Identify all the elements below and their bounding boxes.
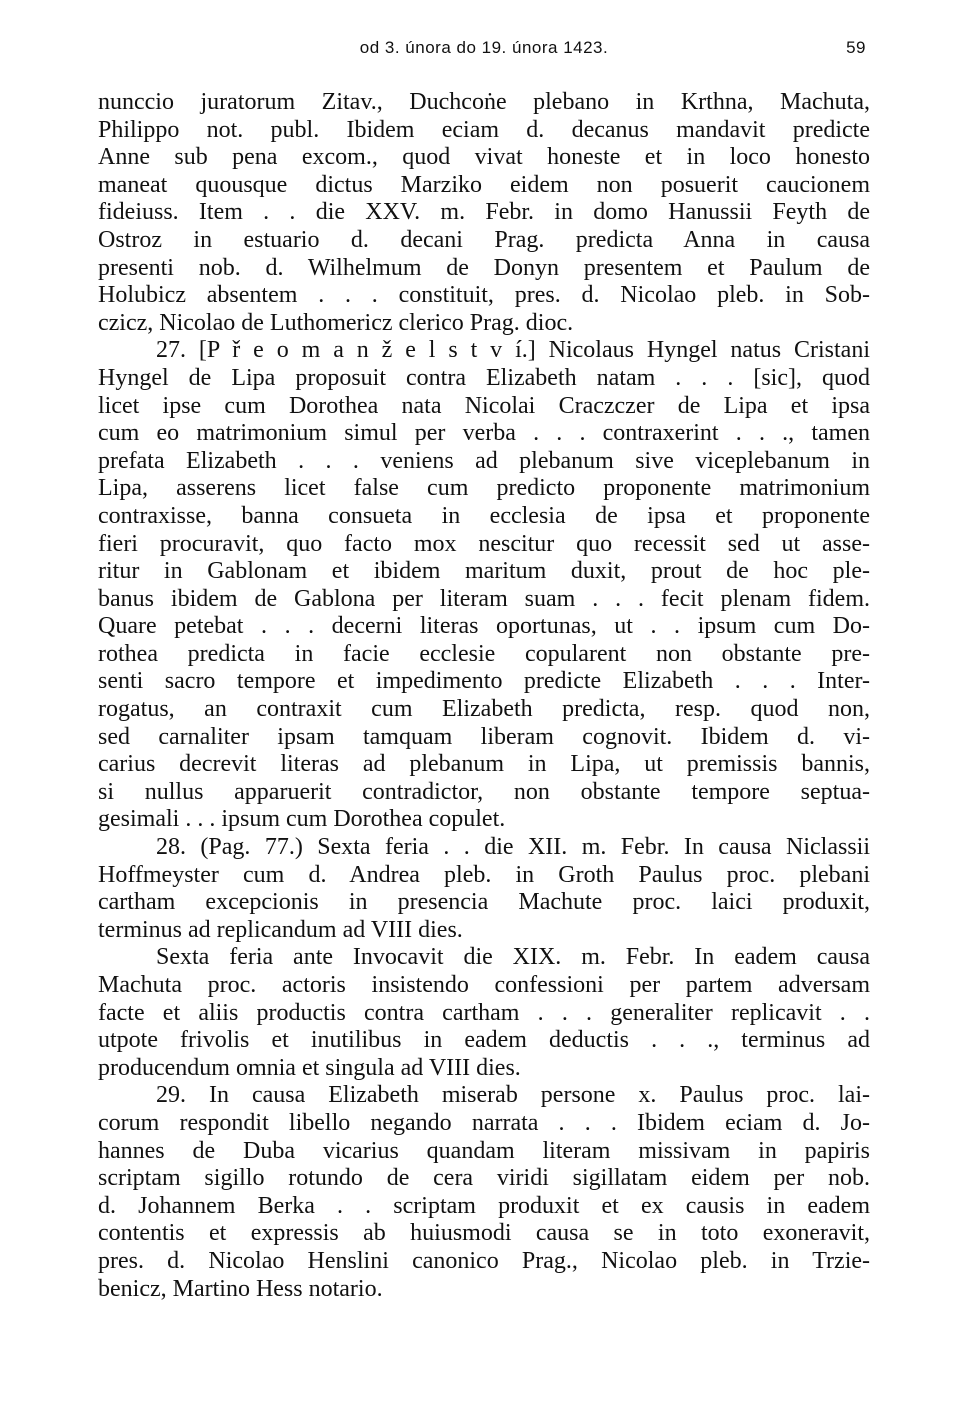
- text-line: rothea predicta in facie ecclesie copularent non obstante pre-: [98, 640, 870, 667]
- text-line: Hoffmeyster cum d. Andrea pleb. in Groth Paulus proc. plebani: [98, 861, 870, 888]
- paragraph-27-start: 27. [P ř e o m a n ž e l s t v í.] Nicolaus Hyngel natus Cristani: [156, 337, 870, 364]
- text-line: contentis et expressis ab huiusmodi causa se in toto exoneravit,: [98, 1220, 870, 1247]
- text-line: maneat quousque dictus Marziko eidem non posuerit caucionem: [98, 171, 870, 198]
- text-line: Quare petebat . . . decerni literas oportunas, ut . . ipsum cum Do-: [98, 613, 870, 640]
- text-line: banus ibidem de Gablona per literam suam . . . fecit plenam fidem.: [98, 585, 870, 612]
- text-line: carius decrevit literas ad plebanum in Lipa, ut premissis bannis,: [98, 751, 870, 778]
- text-line: Holubicz absentem . . . constituit, pres. d. Nicolao pleb. in Sob-: [98, 282, 870, 309]
- text-line: cartham excepcionis in presencia Machute proc. laici produxit,: [98, 889, 870, 916]
- text-line: scriptam sigillo rotundo de cera viridi sigillatam eidem per nob.: [98, 1165, 870, 1192]
- document-page: [98, 0, 870, 1424]
- text-line: licet ipse cum Dorothea nata Nicolai Craczczer de Lipa et ipsa: [98, 392, 870, 419]
- body-text: [98, 89, 870, 1303]
- text-line: Philippo not. publ. Ibidem eciam d. decanus mandavit predicte: [98, 116, 870, 143]
- text-line: utpote frivolis et inutilibus in eadem deductis . . ., terminus ad: [98, 1027, 870, 1054]
- text-line: presenti nob. d. Wilhelmum de Donyn presentem et Paulum de: [98, 254, 870, 281]
- text-line: gesimali . . . ipsum cum Dorothea copulet.: [98, 806, 506, 833]
- text-line: hannes de Duba vicarius quandam literam missivam in papiris: [98, 1137, 870, 1164]
- text-line: Machuta proc. actoris insistendo confessioni per partem adversam: [98, 972, 870, 998]
- running-head: [98, 38, 870, 62]
- text-line: Lipa, asserens licet false cum predicto proponente matrimonium: [98, 475, 870, 502]
- text-line: nunccio juratorum Zitav., Duchcoṅe plebano in Krthna, Machuta,: [98, 89, 870, 115]
- text-line: senti sacro tempore et impedimento predicte Elizabeth . . . Inter-: [98, 668, 870, 695]
- text-line: producendum omnia et singula ad VIII dies.: [98, 1054, 521, 1081]
- paragraph-29-start: 29. In causa Elizabeth miserab persone x. Paulus proc. lai-: [156, 1082, 870, 1109]
- text-line: czicz, Nicolao de Luthomericz clerico Prag. dioc.: [98, 309, 574, 336]
- text-line: sed carnaliter ipsam tamquam liberam cognovit. Ibidem d. vi-: [98, 723, 870, 750]
- text-line: Anne sub pena excom., quod vivat honeste et in loco honesto: [98, 144, 870, 171]
- running-title: od 3. února do 19. února 1423.: [359, 38, 609, 57]
- text-line: Hyngel de Lipa proposuit contra Elizabeth natam . . . [sic], quod: [98, 364, 870, 391]
- text-line: prefata Elizabeth . . . veniens ad plebanum sive viceplebanum in: [98, 447, 870, 474]
- text-line: fideiuss. Item . . die XXV. m. Febr. in domo Hanussii Feyth de: [98, 199, 870, 226]
- paragraph-sexta-feria-start: Sexta feria ante Invocavit die XIX. m. Febr. In eadem causa: [156, 944, 870, 971]
- text-line: corum respondit libello negando narrata . . . Ibidem eciam d. Jo-: [98, 1109, 870, 1136]
- text-line: si nullus apparuerit contradictor, non obstante tempore septua-: [98, 778, 870, 805]
- text-line: contraxisse, banna consueta in ecclesia de ipsa et proponente: [98, 502, 870, 529]
- text-line: d. Johannem Berka . . scriptam produxit et ex causis in eadem: [98, 1192, 870, 1219]
- text-line: benicz, Martino Hess notario.: [98, 1275, 383, 1302]
- text-line: pres. d. Nicolao Henslini canonico Prag., Nicolao pleb. in Trzie-: [98, 1247, 870, 1274]
- text-line: Ostroz in estuario d. decani Prag. predicta Anna in causa: [98, 226, 870, 253]
- text-line: facte et aliis productis contra cartham . . . generaliter replicavit . .: [98, 999, 870, 1026]
- paragraph-28-start: 28. (Pag. 77.) Sexta feria . . die XII. m. Febr. In causa Niclassii: [156, 834, 870, 861]
- text-line: ritur in Gablonam et ibidem maritum duxit, prout de hoc ple-: [98, 558, 870, 585]
- page-number: 59: [846, 38, 866, 57]
- text-line: fieri procuravit, quo facto mox nescitur quo recessit sed ut asse-: [98, 530, 870, 557]
- text-line: rogatus, an contraxit cum Elizabeth predicta, resp. quod non,: [98, 696, 870, 723]
- text-line: terminus ad replicandum ad VIII dies.: [98, 916, 463, 943]
- text-line: cum eo matrimonium simul per verba . . . contraxerint . . ., tamen: [98, 420, 870, 447]
